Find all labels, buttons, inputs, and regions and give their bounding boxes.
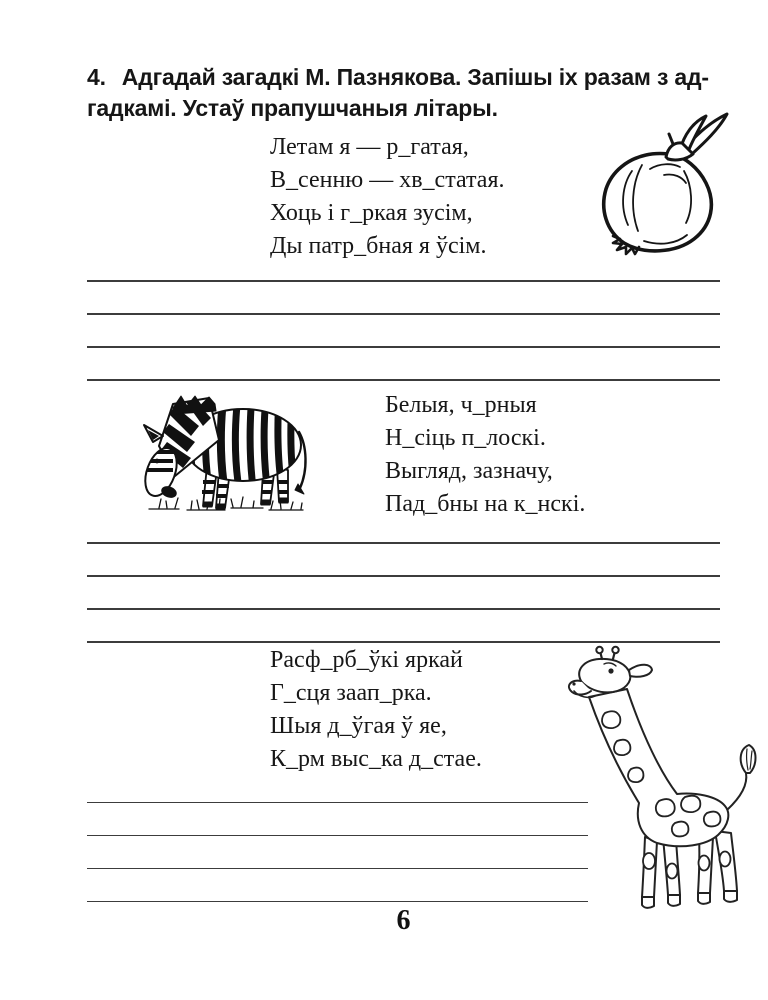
task-instruction-text-1: Адгадай загадкі М. Пазнякова. Запішы іх разам з ад-	[121, 64, 709, 90]
giraffe-illustration	[547, 645, 763, 915]
riddle-3-text	[270, 644, 482, 776]
riddle-line: Выгляд, зазначу,	[385, 458, 553, 484]
writing-line	[87, 802, 588, 803]
writing-line	[87, 280, 720, 282]
riddle-line: Летам я — р_гатая,	[270, 134, 469, 160]
riddle-line: Г_сця заап_рка.	[270, 680, 432, 706]
riddle-line: Н_сіць п_лоскі.	[385, 425, 546, 451]
writing-line	[87, 901, 588, 902]
writing-line	[87, 641, 720, 643]
writing-line	[87, 608, 720, 610]
writing-line	[87, 542, 720, 544]
riddle-line: Пад_бны на к_нскі.	[385, 491, 586, 517]
task-number: 4.	[87, 64, 106, 90]
task-instruction-line-1	[87, 62, 735, 93]
riddle-2-text	[385, 389, 585, 521]
riddle-line: Ды патр_бная я ўсім.	[270, 233, 487, 259]
zebra-illustration	[115, 388, 327, 515]
riddle-line: Хоць і г_ркая зусім,	[270, 200, 473, 226]
riddle-line: В_сенню — хв_статая.	[270, 167, 505, 193]
riddle-1-text	[270, 131, 505, 263]
writing-line	[87, 868, 588, 869]
task-instruction-line-2: гадкамі. Устаў прапушчаныя літары.	[87, 95, 498, 121]
writing-line	[87, 379, 720, 381]
writing-line	[87, 575, 720, 577]
writing-line	[87, 313, 720, 315]
page-number: 6	[396, 905, 411, 936]
onion-illustration	[580, 109, 735, 261]
writing-line	[87, 835, 588, 836]
riddle-line: Белыя, ч_рныя	[385, 392, 537, 418]
writing-line	[87, 346, 720, 348]
riddle-line: Шыя д_ўгая ў яе,	[270, 713, 447, 739]
riddle-line: Расф_рб_ўкі яркай	[270, 647, 463, 673]
riddle-line: К_рм выс_ка д_стае.	[270, 746, 482, 772]
